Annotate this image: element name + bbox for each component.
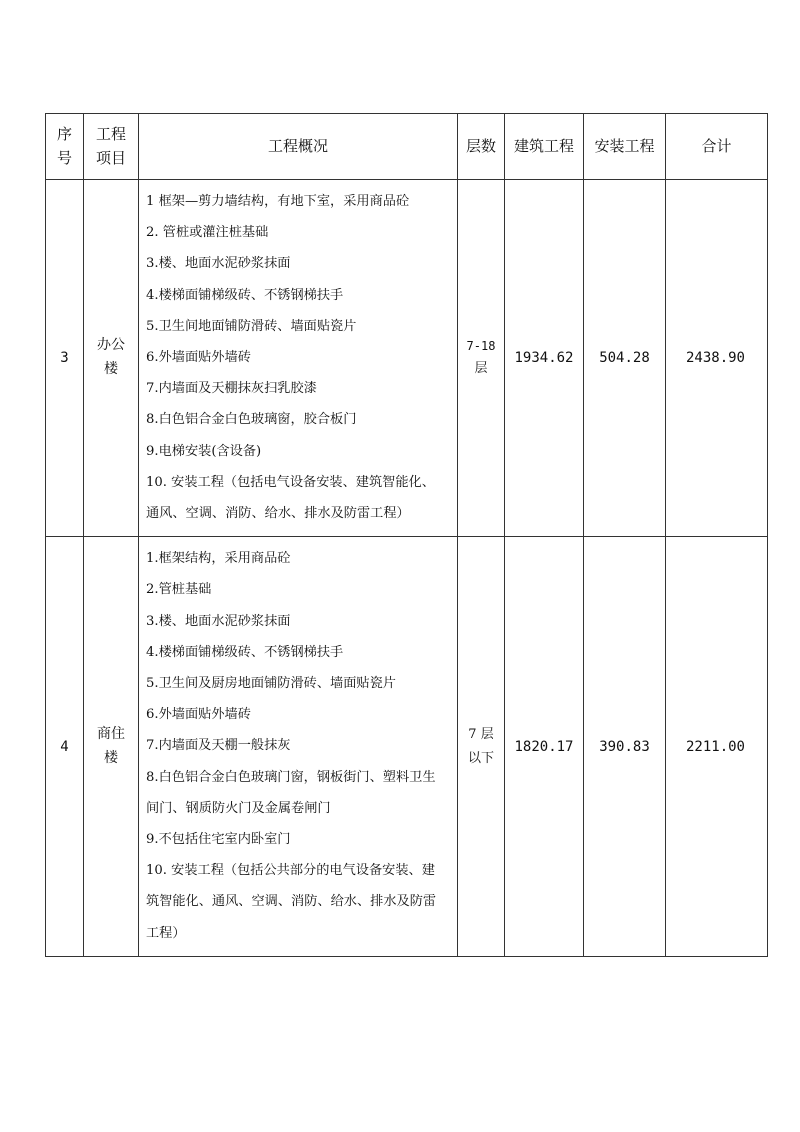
- overview-line: 通风、空调、消防、给水、排水及防雷工程）: [146, 506, 410, 522]
- row-overview: [139, 537, 458, 957]
- table-row: [46, 180, 768, 537]
- header-project-line-1: 工程: [95, 125, 126, 144]
- overview-line: 2.管桩基础: [146, 582, 212, 598]
- header-overview: 工程概况: [139, 114, 458, 180]
- header-project-line-2: 项目: [95, 148, 126, 167]
- overview-line: 3.楼、地面水泥砂浆抹面: [146, 256, 291, 272]
- overview-line: 1.框架结构，采用商品砼: [146, 551, 291, 567]
- cost-table: [45, 113, 768, 957]
- row-floors-line: 7-18: [466, 339, 496, 353]
- row-total-cost: 2211.00: [666, 537, 768, 957]
- header-floors: 层数: [458, 114, 505, 180]
- row-install-cost: 504.28: [584, 180, 666, 537]
- overview-line: 间门、钢质防火门及金属卷闸门: [146, 800, 331, 816]
- overview-line: 9.不包括住宅室内卧室门: [146, 832, 291, 848]
- overview-line: 8.白色铝合金白色玻璃门窗，钢板街门、塑料卫生: [146, 769, 436, 785]
- header-seq: [46, 114, 84, 180]
- header-seq-line-2: 号: [56, 148, 72, 167]
- row-seq: 3: [46, 180, 84, 537]
- row-project: [84, 180, 139, 537]
- overview-line: 4.楼梯面铺梯级砖、不锈钢梯扶手: [146, 644, 344, 660]
- row-floors-line: 层: [474, 361, 488, 377]
- row-project-line: 办公: [97, 337, 125, 354]
- row-project-line: 楼: [104, 361, 118, 378]
- row-install-cost: 390.83: [584, 537, 666, 957]
- overview-line: 10. 安装工程（包括公共部分的电气设备安装、建: [146, 863, 435, 879]
- overview-line: 3.楼、地面水泥砂浆抹面: [146, 613, 291, 629]
- overview-line: 工程）: [146, 925, 186, 941]
- row-project-line: 商住: [97, 725, 125, 742]
- row-project-line: 楼: [104, 749, 118, 766]
- row-overview: [139, 180, 458, 537]
- header-total: 合计: [666, 114, 768, 180]
- overview-line: 6.外墙面贴外墙砖: [146, 707, 251, 723]
- row-floors: [458, 180, 505, 537]
- overview-line: 6.外墙面贴外墙砖: [146, 350, 251, 366]
- header-install: 安装工程: [584, 114, 666, 180]
- overview-line: 8.白色铝合金白色玻璃窗，胶合板门: [146, 412, 357, 428]
- header-seq-line-1: 序: [56, 125, 72, 144]
- row-building-cost: 1820.17: [505, 537, 584, 957]
- overview-line: 4.楼梯面铺梯级砖、不锈钢梯扶手: [146, 287, 344, 303]
- row-total-cost: 2438.90: [666, 180, 768, 537]
- header-project: [84, 114, 139, 180]
- row-floors: [458, 537, 505, 957]
- table-row: [46, 537, 768, 957]
- overview-line: 筑智能化、通风、空调、消防、给水、排水及防雷: [146, 894, 437, 910]
- overview-line: 1 框架—剪力墙结构，有地下室，采用商品砼: [146, 194, 410, 209]
- overview-line: 5.卫生间及厨房地面铺防滑砖、墙面贴瓷片: [146, 676, 396, 692]
- row-project: [84, 537, 139, 957]
- overview-line: 9.电梯安装(含设备): [146, 443, 262, 459]
- row-building-cost: 1934.62: [505, 180, 584, 537]
- overview-line: 7.内墙面及天棚抹灰扫乳胶漆: [146, 381, 317, 397]
- overview-line: 5.卫生间地面铺防滑砖、墙面贴瓷片: [146, 318, 357, 334]
- header-row: [46, 114, 768, 180]
- overview-line: 2. 管桩或灌注桩基础: [146, 225, 269, 241]
- row-seq: 4: [46, 537, 84, 957]
- overview-line: 10. 安装工程（包括电气设备安装、建筑智能化、: [146, 474, 435, 490]
- overview-line: 7.内墙面及天棚一般抹灰: [146, 738, 291, 754]
- row-floors-line: 7 层: [468, 726, 494, 742]
- row-floors-line: 以下: [467, 750, 494, 766]
- header-building: 建筑工程: [505, 114, 584, 180]
